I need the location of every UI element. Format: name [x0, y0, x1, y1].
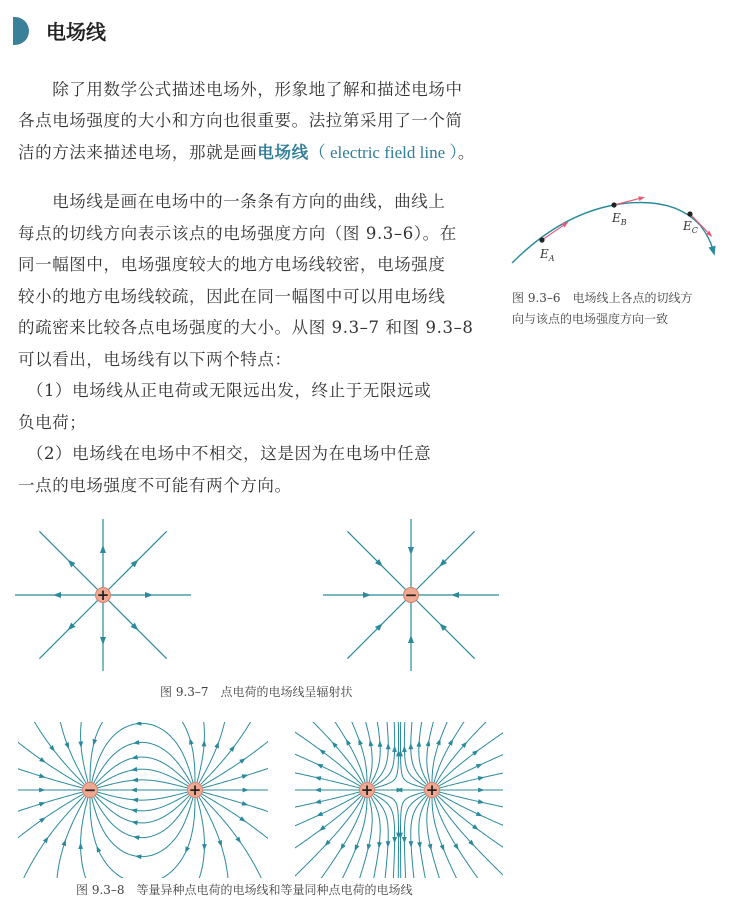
field-line [432, 721, 447, 782]
dipole-field [17, 721, 269, 879]
arrowhead [78, 843, 83, 849]
field-line [294, 754, 360, 786]
arrowhead [239, 816, 246, 822]
arrowhead [316, 764, 323, 769]
field-line [94, 742, 191, 783]
arrowhead [709, 246, 716, 256]
charge-sign: − [83, 781, 97, 799]
field-line [203, 792, 269, 812]
arrowhead [453, 843, 458, 850]
field-line [434, 798, 478, 879]
field-line [203, 768, 269, 788]
point-label: $E_B$ [612, 211, 627, 227]
field-line [95, 795, 189, 823]
field-line [24, 796, 85, 879]
field-line [404, 794, 425, 878]
field-line [197, 722, 204, 783]
arrowhead [133, 740, 140, 745]
arrowhead [355, 844, 360, 851]
field-line [371, 722, 380, 783]
field-line [374, 794, 395, 878]
like-charges-field [294, 721, 505, 880]
arrowhead [472, 750, 479, 756]
tangent-vector [614, 198, 641, 205]
para1-line: 各点电场强度的大小和方向也很重要。法拉第采用了一个简 [18, 111, 463, 130]
arrowhead [478, 788, 484, 793]
field-line [182, 721, 195, 782]
para2-line: 较小的地方电场线较疏，因此在同一幅图中可以用电场线 [18, 287, 446, 306]
fig938-caption: 图 9.3–8 等量异种点电荷的电场线和等量同种点电荷的电场线 [76, 883, 413, 897]
field-line [98, 792, 188, 800]
arrowhead [638, 196, 645, 201]
section-title: 电场线 [46, 20, 106, 44]
arrowhead [242, 774, 249, 779]
field-line [162, 798, 195, 878]
field-line [352, 721, 367, 782]
arrowhead [64, 742, 69, 749]
arrowhead [346, 739, 351, 746]
arrowhead [145, 592, 153, 598]
arrowhead [369, 740, 374, 747]
arrowhead [316, 811, 323, 816]
arrowhead [417, 842, 422, 849]
arrowhead [93, 739, 98, 746]
fig936-caption: 图 9.3–6 电场线上各点的切线方 [512, 291, 693, 305]
charge-sign: + [188, 781, 202, 799]
arrowhead [472, 824, 479, 830]
arrowhead [426, 740, 431, 747]
para2-line: 可以看出，电场线有以下两个特点： [18, 350, 292, 369]
arrowhead [408, 635, 414, 643]
arrowhead [386, 743, 391, 749]
arrowhead [243, 788, 249, 793]
arrowhead [100, 637, 106, 645]
arrowhead [133, 835, 140, 840]
arrowhead [62, 839, 67, 846]
arrowhead [131, 755, 138, 760]
field-line [96, 769, 188, 786]
field-line [419, 722, 428, 783]
arrowhead [43, 837, 49, 844]
arrowhead [408, 841, 413, 848]
arrowhead [131, 767, 138, 772]
arrowhead [416, 740, 421, 747]
field-line [90, 721, 103, 782]
arrowhead [39, 802, 46, 807]
para2-line: 同一幅图中，电场强度较大的地方电场线较密，电场强度 [18, 255, 446, 274]
arrowhead [239, 758, 246, 764]
field-line [96, 794, 188, 811]
charge-sign: − [404, 586, 418, 604]
field-line [295, 797, 363, 876]
arrowhead [39, 817, 46, 823]
para2-line: 每点的切线方向表示该点的电场强度方向（图 9.3–6）。在 [18, 224, 457, 243]
charge-sign: + [360, 781, 374, 799]
para1-line: 除了用数学公式描述电场外，形象地了解和描述电场中 [18, 80, 463, 99]
arrowhead [402, 837, 407, 843]
arrowhead [476, 764, 483, 769]
field-line [94, 797, 191, 838]
field-line [98, 780, 188, 788]
arrowhead [131, 808, 138, 813]
arrowhead [202, 740, 207, 747]
charge-sign: + [96, 586, 110, 604]
arrowhead [131, 788, 137, 793]
field-line [197, 798, 204, 879]
point-label: $E_A$ [540, 247, 555, 263]
arrowhead [39, 788, 45, 793]
para2-line: 的疏密来比较各点电场强度的大小。从图 9.3–7 和图 9.3–8 [18, 318, 474, 337]
arrowhead [315, 788, 321, 793]
arrowhead [78, 741, 83, 748]
keyword: 电场线 [257, 143, 309, 162]
point-label: $E_C$ [683, 219, 698, 235]
arrowhead [408, 547, 414, 555]
field-line [294, 794, 360, 826]
field-point [611, 202, 616, 207]
arrowhead [39, 757, 46, 763]
para1-end: 。 [457, 143, 475, 162]
field-line [81, 722, 88, 783]
field-line [371, 797, 380, 879]
para2-line: 负电荷； [18, 413, 87, 432]
arrowhead [217, 840, 222, 847]
arrowhead [408, 743, 413, 749]
arrowhead [185, 846, 190, 853]
arrowhead [436, 739, 441, 746]
field-line [404, 721, 425, 786]
field-line [439, 794, 504, 826]
arrowhead [392, 837, 397, 843]
arrowhead [202, 844, 207, 850]
field-line [419, 797, 428, 879]
para2-line: 电场线是画在电场中的一条条有方向的曲线，曲线上 [18, 192, 446, 211]
arrowhead [378, 740, 383, 747]
field-point [539, 237, 544, 242]
tangent-vector [542, 224, 565, 240]
field-line [374, 721, 395, 786]
arrowhead [100, 545, 106, 553]
arrowhead [131, 820, 138, 825]
arrowhead [386, 841, 391, 848]
arrowhead [340, 843, 345, 850]
arrowhead [319, 749, 326, 755]
arrowhead [235, 837, 241, 844]
arrowhead [451, 592, 459, 598]
arrowhead [49, 745, 55, 752]
arrowhead [377, 842, 382, 849]
fig936-caption: 向与该点的电场强度方向一致 [512, 312, 669, 326]
field-line [95, 757, 189, 785]
arrowhead [358, 739, 363, 746]
para2-line: （2）电场线在电场中不相交，这是因为在电场中任意 [18, 444, 432, 463]
arrowhead [440, 844, 445, 851]
arrowhead [402, 746, 407, 752]
para2-line: 一点的电场强度不可能有两个方向。 [18, 476, 292, 495]
arrowhead [319, 825, 326, 831]
field-line [81, 798, 88, 879]
fig937-caption: 图 9.3–7 点电荷的电场线呈辐射状 [160, 685, 353, 699]
field-line [439, 754, 504, 786]
arrowhead [229, 745, 235, 752]
field-line [321, 798, 365, 879]
arrowhead [214, 742, 219, 749]
arrowhead [392, 746, 397, 752]
arrowhead [242, 801, 249, 806]
charge-sign: + [425, 781, 439, 799]
english-term: （ electric field line ） [308, 143, 458, 162]
field-line [436, 797, 503, 875]
field-line [411, 796, 427, 880]
field-line [373, 796, 389, 880]
arrowhead [135, 854, 142, 859]
arrowhead [363, 592, 371, 598]
arrowhead [448, 739, 453, 746]
arrowhead [39, 773, 46, 778]
field-point [687, 211, 692, 216]
arrowhead [53, 592, 61, 598]
arrowhead [97, 846, 102, 853]
arrowhead [189, 738, 194, 745]
arrowhead [562, 222, 569, 228]
arrowhead [135, 721, 142, 726]
para2-line: （1）电场线从正电荷或无限远出发，终止于无限远或 [18, 381, 432, 400]
field-line [201, 796, 262, 879]
arrowhead [476, 811, 483, 816]
para1-text: 洁的方法来描述电场，那就是画 [18, 143, 258, 162]
